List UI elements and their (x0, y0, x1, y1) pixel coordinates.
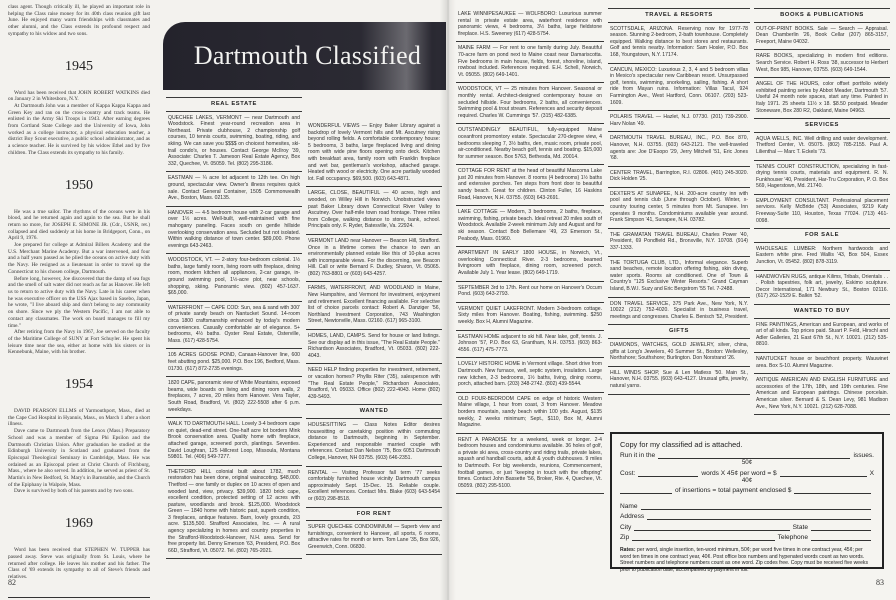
name-label: Name (620, 502, 638, 510)
classified-ad: NANTUCKET house or beachfront property. Wauwinet area. Box S-10. Alumni Magazine. (754, 353, 890, 374)
rate-top: 50¢ (741, 459, 753, 466)
page-number: 82 (8, 578, 16, 587)
name-row (620, 499, 874, 510)
classified-ad: OUT-OF-PRINT BOOKS. Sale — Search — Appraisal. Dean Chamberlin '26, Book Cellar (207) 865-3157, Freeport, Maine 04032. (754, 23, 890, 51)
divider (8, 597, 150, 598)
classified-ad: OLD FOUR-BEDROOM CAPE on edge of historic Western Maine village, 1 hour from coast, 3 from Hanover. Meadow borders mountain, sandy beach within 100 yds. August, $135 weekly, 2 weeks minimum; Sept., $110, Box M, Alumni Magazine. (456, 393, 604, 434)
cost-label: Cost: (620, 469, 636, 477)
classified-ad: 105 ACRES GOOSE POND, Canaan-Hanover line, 600 feet abutting pond. $25,000. P.O. Box 196, Bedford, Mass. 01730. (617) 872-2735 evenings. (166, 349, 302, 377)
section-heading: SERVICES (754, 118, 890, 133)
classified-order-form (610, 432, 884, 573)
banner-title: Dartmouth Classified (193, 41, 422, 70)
section-heading: WANTED (306, 404, 442, 419)
classified-ad: APARTMENT IN EARLY 1800 HOUSE, in Norwich, Vt., overlooking Connecticut River. 2-3 bedrooms, beamed livingroom with fireplace, dining room, screened porch. Available July 1. Year lease. (802) 649-1719. (456, 247, 604, 281)
classified-ad: RENT A PARADISE for a weekend, week or longer. 2-4 bedroom houses and condominiums available. 36 holes of golf, a private ski area, cross-country and riding trails, private lakes, squash and handball courts, adult & youth clubhouses. 9 miles to Dartmouth. For big weekends, reunions, Commencement, football games, or just "keeping in touch with the offspring" times. Contact John Bassette '56, Broker, Rte. 4, Quechee, Vt. 05059. (802) 295-5100. (456, 434, 604, 495)
classified-ad: HILL WINDS SHOP, Sue & Len Matless '50. Main St., Hanover, N.H. 03755. (603) 643-4127. Unusual gifts, jewelry, natural yarns. (608, 367, 750, 395)
issues-label: issues. (853, 452, 874, 459)
address-field[interactable] (647, 514, 871, 520)
obit-paragraph: Before long, however, Joe discovered that the damp of sea fogs and the smell of salt water did not reach as far as Hanover. He left us to return to active duty with the Navy. Late in his career when he was executive officer on the USS Ajax based in Sasebo, Japan, he wrote, "I live aboard ship and don't belong to any community on shore. Since we ply the Western Pacific, I am not able to contact any classmates. The work on board manages to fill my time." (8, 275, 150, 329)
classified-ad: CANCUN, MEXICO: Luxurious 2, 3, 4 and 5 bedroom villas in Mexico's spectacular new Caribbean resort. Unsurpassed golf, tennis, swimming, snorkeling, sailing, fishing. A short ride from Mayan ruins. Information: Villas Tacul, 924 Farmington Ave., West Hartford, Conn. 06107. (203) 523-1609. (608, 64, 750, 112)
obit-paragraph: Word has been received that JOHN ROBERT WATKINS died on January 2 in Whitesboro, N.Y. (8, 89, 150, 103)
classified-ad: QUECHEE LAKES, VERMONT — near Dartmouth and Woodstock. Finest year-round recreation area in Northeast. Private clubhouse, 2 championship golf courses, 10 tennis courts, swimming, boating, riding, and skiing. We can save you $$$$ on choicest homesites, ski-trail condo's, or houses. Contact George McIlroy '39, Associate: Charles T. Jameson Real Estate Agency, Box 332, Quechee, Vt. 05059. Tel. (802) 295-3186. (166, 112, 302, 173)
classified-ad: LOVELY HISTORIC HOME in Vermont village. Short drive from Dartmouth. New furnace, well, septic system, insulation. Large new kitchen, 2-3 bedrooms, 1½ baths, living, dining rooms, porch, attached barn. (203) 348-2742. (802) 439-5544. (456, 358, 604, 392)
section-heading: FOR RENT (306, 507, 442, 522)
classified-ad: ANGEL OF THE HOURS, color offset portfolio widely exhibited painting series by Abbot Meader, Dartmouth '57. Useful 24 month note spaces, start any time. Painted in Italy 1971. 25 sheets 11½ x 18. $8.50 postpaid. Meader Stoneware, Box 280 R2, Oakland, Maine 04963. (756, 81, 888, 114)
classified-ad: WALK TO DARTMOUTH HALL. Lovely 3-4 bedroom cape on quiet, dead-end street. One-half acre lot borders Mink Brook conservation area. Quality home with fireplace, attached garage, screened porch, plantings. Seventies. David Loughran, 125 Hillcrest Loop, Missoula, Montana 59801. Tel. (406) 549-7277. (166, 418, 302, 466)
classified-ad: AQUA WELLS, INC. Well drilling and water development. Thetford Center, Vt. 05075. (802) 785-2155. Paul A. Lilienthal — Marc T. Eckels '73. (754, 133, 890, 161)
words-label: words X 45¢ per word = $ (701, 469, 777, 477)
classified-ad: 1820 CAPE, panoramic view of White Mountains, exposed beams, wide boards on living and dining room walls, 2 fireplaces, 7 acres, 20 miles from Hanover. Vera Tayler, South Road, Bradford, Vt. (802) 222-5508 after 6 p.m. weekdays. (166, 377, 302, 418)
classified-ad: WOODSTOCK, VT — 25 minutes from Hanover. Seasonal or monthly rental. Architect-designed contemporary house on secluded hillside. Four bedrooms, 2 baths, all conveniences. Swimming pool & trout stream. References and security deposit required. Charles W. Cummings '57. (315) 482-6385. (456, 83, 604, 124)
obituary-column (8, 4, 150, 598)
classified-ad: DIAMONDS, WATCHES, GOLD JEWELRY, silver, china, gifts at Long's Jewelers, 40 Summer St., Boston: Wellesley, Northshore; Southshore; Burlington. Don Norstrand '26. (608, 339, 750, 367)
zip-telephone-row (620, 531, 874, 542)
city-label: City (620, 523, 632, 531)
classified-ad: FARMS, WATERFRONT, AND WOODLAND in Maine, New Hampshire, and Vermont for investment, enjoyment and retirement. Excellent financing available. For selective list of choice parcels contact: Robert A. Danziger '56, Northland Investment Corporation, 743 Washington Street, Newtonville, Mass. 02160. (617) 965-3100. (306, 282, 442, 330)
section-heading: WANTED TO BUY (754, 304, 890, 319)
classified-ad: LAKE WINNIPESAUKEE — WOLFBORO: Luxurious summer rental in private estate area, waterfront residence with panoramic views, 4 bedrooms, 3½ baths, large fieldstone fireplace. H.S. Sweeney (617) 428-5754. (456, 8, 604, 42)
city-state-row (620, 520, 874, 531)
class-year-heading: 1950 (65, 177, 93, 193)
classified-ad: VERMONT QUIET LAKEFRONT. Modern 3-bedroom cottage. Sixty miles from Hanover. Boating, fishing, swimming. $250 weekly. Box H, Alumni Magazine. (456, 303, 604, 331)
classified-ad: EASTMAN HOME adjacent to ski hill. Near lake, golf, tennis. J. Johnson '57, P.O. Box 63, Grantham, N.H. 03753. (603) 863-4556. (617) 475-7773. (456, 331, 604, 359)
obit-paragraph: Dave is survived by both of his parents and by two sons. (14, 488, 134, 495)
classified-banner (163, 22, 446, 90)
run-label: Run it in the (620, 452, 656, 459)
obit-paragraph: Word has been received that STEPHEN W. TUPPER has passed away. Steve was originally from St. Louis, where he returned after college. He leaves his mother and his father. The Class of '69 extends its sympathy to all of Steve's friends and relatives. (8, 547, 150, 580)
total-payment-field[interactable] (794, 488, 871, 494)
classified-ad: MAINE FARM — For rent to one family during July. Beautiful 70-acre farm on pond next to Maine coast near Damariscotta. Five bedrooms in main house, fields, forest, shoreline, island, rowboat included. References required. E.H. Schell, Norwich, Vt. 05055. (802) 649-1401. (456, 42, 604, 83)
address-row (620, 510, 874, 521)
obit-paragraph: After retiring from the Navy in 1967, Joe served on the faculty of the Maritime College of SUNY at Fort Schuyler. He spent his leisure time near the sea, either at home with his sisters or in Kennebunk, Maine, with his brother. (8, 329, 150, 356)
classified-ad: HANDWOVEN RUGS, antique Kilims, Tribals, Orientals . . . Polish tapestries, folk art, jewelry, Eskimo sculpture. Decor International, 171 Newbury St., Boston 02116. (617) 262-1529 E. Balkin '52. (756, 273, 888, 300)
classified-ad: WHOLESALE LUMBER: Northern hardwoods and Eastern white pine. Fred Wallis '43, Box 504, Essex Junction, Vt. 05452. (802) 878-3119. (754, 243, 890, 271)
classified-ad: COTTAGE FOR RENT at the head of beautiful Mascoma Lake just 20 minutes from Hanover. 8 rooms (4 bedrooms) 1½ baths and extensive porches. Ten steps from front door to beautiful sandy beach. Great for children. Clinton Fuller, 16 Haskins Road, Hanover, N.H. 03755. (603) 643-2691. (456, 165, 604, 206)
obit-paragraph: class agent. Though critically ill, he played an important role in helping the Class raise money for its 40th class reunion gift last June. He enjoyed many warm friendships with classmates and other alumni, and the Class extends its profound respect and sympathy to his widow and two sons. (8, 4, 150, 37)
section-heading: REAL ESTATE (166, 97, 302, 112)
classified-ad: HANOVER — 4-5 bedroom house with 2-car garage and over 1½ acres. Well-built, well-maintained with fine mahogany paneling. Faces south on gentle hillside overlooking conservation area. Secluded but not isolated. Within walking distance of town center. $89,000. Phone evenings 643-2463. (166, 207, 302, 255)
classified-ad: OUTSTANDINGLY BEAUTIFUL, fully-equipped Maine oceanfront promontory estate. Spectacular 270-degree view, 4 bedrooms sleeping 7, 3½ baths, den, music room, private pool, air-conditioned. Nearby beach golf, tennis and boating. $15,000 for summer season. Box 5763, Bethesda, Md. 20014. (456, 124, 604, 165)
classified-ad: TENNIS COURT CONSTRUCTION, specializing in fast-drying tennis courts, materials and equipment. R. N. Funkhouser '40, President, Har-Tru Corporation, P. O. Box 569, Hagerstown, Md. 21740. (754, 161, 890, 195)
classified-ad: HOMES, LAND, CAMPS. Send for house or land listings. See our display ad in this issue, "The Real Estate People." Richardson Associates, Bradford, Vt. 05033. (802) 222-4043. (306, 330, 442, 364)
section-heading: TRAVEL & RESORTS (608, 8, 750, 23)
classified-ad: LAKE COTTAGE — Modern, 3 bedrooms, 2 baths, fireplace, swimming, fishing, private beach. Ideal retreat 20 miles south of Woodstock. Available 2-week minimum July and August and for ski season. Contact Bob Bellemare '49, 23 Emerson St., Peabody, Mass. 01960. (456, 206, 604, 247)
real-estate-column-2 (306, 120, 442, 555)
section-heading: GIFTS (608, 324, 750, 339)
page-number: 83 (876, 578, 884, 587)
section-heading: BOOKS & PUBLICATIONS (754, 8, 890, 23)
issues-field[interactable] (658, 453, 850, 459)
classified-ad: WONDERFUL VIEWS — Enjoy Baker Library against a backdrop of lovely Vermont hills and Mt. Ascutney rising beyond rolling fields. A comfortable contemporary house: 5 bedrooms, 3 baths, large fireplaced living and dining room with wide pine floors opening onto deck. Kitchen with breakfast area, family room with Franklin fireplace and wet bar, gentleman's workshop, attached garage. Heated with wood or electricity. One acre partially wooded lot. Fall occupancy. $69,500. (603) 643-4871. (306, 120, 442, 187)
telephone-field[interactable] (811, 535, 871, 541)
classified-ad: THE TORTUGA CLUB, LTD., Informal elegance. Superb sand beaches, remote location offering fishing, skin diving, water sports. Rooms air conditioned. One of Town & Country's "125 Exclusive Winter Resorts." Grand Cayman Island, B.W.I. Suzy and Eric Bergstrom '55 Tel. 7-2488. (608, 257, 750, 298)
classified-ad: SUPER QUECHEE CONDOMINIUM — Superb view and furnishings, convenient to Hanover, all sports, 6 rooms, attractive rates for month or term. Tom Lane '35, Box 926, Greenwich, Conn. 06830. (306, 521, 442, 555)
state-field[interactable] (811, 525, 871, 531)
word-count-field[interactable] (638, 471, 698, 477)
classified-ad: POLARIS TRAVEL — Hazlet, N.J. 07730. (201) 739-2900. Harv Nolan '49. (608, 111, 750, 132)
city-field[interactable] (634, 525, 789, 531)
telephone-label: Telephone (777, 534, 808, 541)
cost-amount-field[interactable] (780, 471, 867, 477)
travel-gifts-column (608, 8, 750, 395)
for-rent-column (456, 8, 604, 494)
obit-paragraph: Dave came to Dartmouth from the Lenox (Mass.) Preparatory School and was a member of Sigma Phi Epsilon and the Dartmouth Christian Union. After graduation he studied at the Edinburgh University in Scotland and graduated from the Episcopal Theological Seminary in Cambridge, Mass. He was ordained as an Episcopal priest at Christ Church of Fitchburg, Mass., where he also served. In addition, he served as priest of St. Martin's in New Bedford, St. Mary's in Barnstable, and the Church of the Epiphany in Walpole, Mass. (8, 428, 150, 488)
address-label: Address (620, 513, 645, 520)
rates-note: Rates: per word, single insertion, ten-word minimum, 50¢; per word five times in one contract year, 45¢; per word ten times in one contract year, 40¢. Post office box numbers and hypenated words count as two words. Street numbers and telephone numbers count as one word. Zip codes free. Copy must be received five weeks prior to publication date, accompanied by payment in full. (620, 547, 869, 573)
obit-paragraph: He was a true sailor. The rhythms of the oceans were in his blood, and he returned again and again to the sea. But he shall return no more, for JOSEPH E. SIMONE JR. (Cdr., USNR, ret.) collapsed and died suddenly at his home in Bridgeport, Conn., on April 9, 1976. (8, 208, 150, 242)
class-year-heading: 1969 (65, 516, 93, 532)
classified-ad: EMPLOYMENT CONSULTANT. Professional placement services. Kelly McBride ('53) Associates, 9219 Katy Freeway-Suite 110, Houston, Texas 77024. (713) 461-0098. (756, 197, 888, 224)
obit-paragraph: At Dartmouth John was a member of Kappa Kappa Kappa and Green Key and ran on the cross-country and track teams. He enlisted in the Army Ski Troops in 1943. After earning degrees from Cortland State College and the University of Iowa, John worked as a college instructor, a physical education teacher, a district Boy Scout executive, a public school administrator, and as a science teacher. He is survived by his widow Ethel and by five children. The Class extends its sympathy to his family. (8, 102, 150, 156)
class-year-heading: 1954 (65, 377, 93, 393)
classified-ad: EASTMAN — ¼ acre lot adjacent to 12th tee. On high ground, spectacular view. Owner's illness requires quick sale. Contact General Container, 1505 Commonwealth Ave., Boston, Mass. 02135. (166, 172, 302, 206)
class-year-heading: 1945 (65, 58, 93, 74)
classified-ad: DARTMOUTH TRAVEL BUREAU, INC., P.O. Box 870, Hanover, N.H. 03755. (603) 643-2121. The well-traveled agents are: Joe D'Esopo '29, Jerry Mitchell '51, Eric Jones '68. (608, 132, 750, 166)
insertions-field[interactable] (620, 488, 672, 494)
real-estate-column-1 (166, 97, 302, 559)
classified-ad: DON TRAVEL SERVICE, 375 Park Ave., New York, N.Y. 10022 (212) 752-4020. Specialist in business travel, meetings and congresses. Charles E. Benisch '52, President. (610, 300, 749, 320)
classified-ad: WATERFRONT — CAPE COD: Sun, sea & sand with 300' of private sandy beach on Nantucket Sound. 14-room circa 1800 craftsmanship enhanced by today's modern conveniences. Casually comfortable air of elegance. 5+ bedrooms, 4½ baths. Oyster Real Estate, Osterville, Mass. (617) 428-5754. (166, 302, 302, 350)
insertions-label: of insertions = total payment enclosed $ (675, 487, 792, 494)
zip-field[interactable] (632, 535, 774, 541)
times-symbol: X (869, 469, 874, 477)
classified-ad: SCOTTSDALE, ARIZONA. Reserving now for 1977-78 season. Stunning 2-bedroom, 2-bath townhouse. Completely equipped. Walking distance to best stores and restaurants. Golf and tennis nearby. Information: Sam Hosler, P.O. Box 168, Youngstown, N.Y. 17174. (608, 23, 750, 64)
state-label: State (792, 523, 808, 531)
insertions-row (620, 484, 874, 495)
classified-ad: THE GRAMATAN TRAVEL BUREAU, Charles Power '40, President, 69 Pondfield Rd., Bronxville, N.Y. 10708. (914) 337-1333. (608, 229, 750, 257)
classified-ad: WOODSTOCK, VT. — 2-story four-bedroom colonial. 1½ baths, large family room, living room with fireplace, dining room, modern kitchen all appliances, 2-car garage, in-ground swimming pool, 1½-acre plot, near schools, shopping, skiing. Panoramic view. (802) 457-1637. $65,000. (166, 254, 302, 302)
run-issues-row (620, 449, 874, 460)
classified-ad: NEED HELP finding properties for investment, retirement, or vacation homes? Phyllis Riter ('35), salesperson with "The Real Estate People," Richardson Associates, Bradford, Vt. 05033. Office (802) 222-4043. Home (802) 439-5493. (308, 367, 440, 400)
classified-ad: FINE PAINTINGS, American and European, and works of art of all kinds. Top prices paid. Stuart P. Feld, Hirschl and Adler Galleries, 21 East 67th St., N.Y. 10021. (212) 535-8810. (754, 319, 890, 353)
classified-ad: SEPTEMBER 3rd to 17th. Rent our home on Hanover's Occum Pond. (603) 643-2793. (456, 282, 604, 303)
classified-ad: LARGE, CLOSE, BEAUTIFUL — 40 acres, high and wooded, on Willey Hill in Norwich. Unobstructed views past Baker Library down Connecticut River Valley to Ascutney. Over half-mile town road frontage. Three miles from College, walking distance to store, bank, school. Principals only. F. Ryder, Batesville, Va. 22924. (306, 187, 442, 235)
classified-ad: RENTAL — Visiting Professor fall term '77 seeks comfortably furnished house vicinity Dartmouth campus approximately Sept. 15-Dec. 15. Reliable couple. Excellent references. Contact Mrs. Blake (603) 643-5454 or (603) 298-8518. (308, 469, 440, 502)
rate-bottom: 40¢ (741, 476, 753, 484)
form-title: Copy for my classified ad is attached. (620, 439, 743, 449)
classified-ad: CENTER TRAVEL, Barrington, R.I. 02806. (401) 245-3020. Dick Holden '25. (608, 167, 750, 188)
classified-ad: THETFORD HILL colonial built about 1782, much restoration has been done, original wainscoting. $48,000. Thetford — one family or duplex on 10 acres of open and wooded land, view, privacy. $39,900. 1820 brick cape, excellent condition, protected setting of 12 acres with pasture, woodlands and brook. $125,000. Woodstock Green — 1840 home with historic past, superb condition, 3 fireplaces, antique features. Barn, lovely grounds, 2/3 acre. $135,500. Strafford Associates, Inc. — A rural agency specializing in homes and country properties in the Strafford-Woodstock-Hanover, N.H. area. Send for free property list. Denny Emerson '63, President, P.O. Box 66D, Strafford, Vt. 05072. Tel. (802) 765-2021. (166, 466, 302, 560)
books-services-column (754, 8, 890, 415)
obit-paragraph: DAVID PEARSON ELLMS of Yarmouthport, Mass., died at the Cape Cod Hospital in Hyannis, Mass., on March 1 after a short illness. (8, 408, 150, 428)
classified-ad: ANTIQUE AMERICAN AND ENGLISH FURNITURE and accessories of the 17th, 18th, and 19th centuries. Fine American and European paintings. Chinese porcelain. American silver. Bernard & S. Dean Levy, 981 Madison Ave., New York, N.Y. 10021. (212) 628-7088. (754, 374, 890, 415)
obit-paragraph: Joe prepared for college at Admiral Billers Academy and the U.S. Merchant Marine Academy. But a war intervened, and four and a half years passed as he plied the oceans on active duty with the Navy. He resigned as a lieutenant in order to travel up the Connecticut to his chosen college, Dartmouth. (8, 242, 150, 275)
section-heading: FOR SALE (754, 228, 890, 243)
cost-row (620, 466, 874, 477)
classified-ad: RARE BOOKS, specializing in modern first editions. Search Service. Robert H. Ross '38, successor to Herbert West, Box 985, Hanover, 03755. (603) 649-1544. (754, 50, 890, 78)
classified-ad: DEXTER'S AT SUNAPEE, N.H. 200-acre country inn with pool and tennis club (June through October). Winter, x-country touring center, 5 minutes from Mt. Sunapee. Inn operates 9 months. Condominiums available year around. Frank Simpson '41, Sunapee, N.H. 03782. (608, 188, 750, 229)
zip-label: Zip (620, 534, 630, 541)
classified-ad: HOUSESITTING — Class Notes Editor desires housesitting or caretaking position within commuting distance to Dartmouth, beginning in September. Experienced and responsible married couple with references. Contact Dan Nelson '75, Box 6051 Dartmouth College, Hanover, NH 03755. (603) 646-2351. (306, 419, 442, 467)
classified-ad: VERMONT LAND near Hanover — Beacon Hill, Strafford. Once in a lifetime comes the chance to own an environmentally planned estate like this of 10-plus acres with incomparable views. For the discerning, see Beacon Hill. Call or write Bernard F. Dudley, Sharon, Vt. 05065. (802) 763-8801 or (603) 643-4257. (306, 235, 442, 283)
name-field[interactable] (641, 504, 871, 510)
